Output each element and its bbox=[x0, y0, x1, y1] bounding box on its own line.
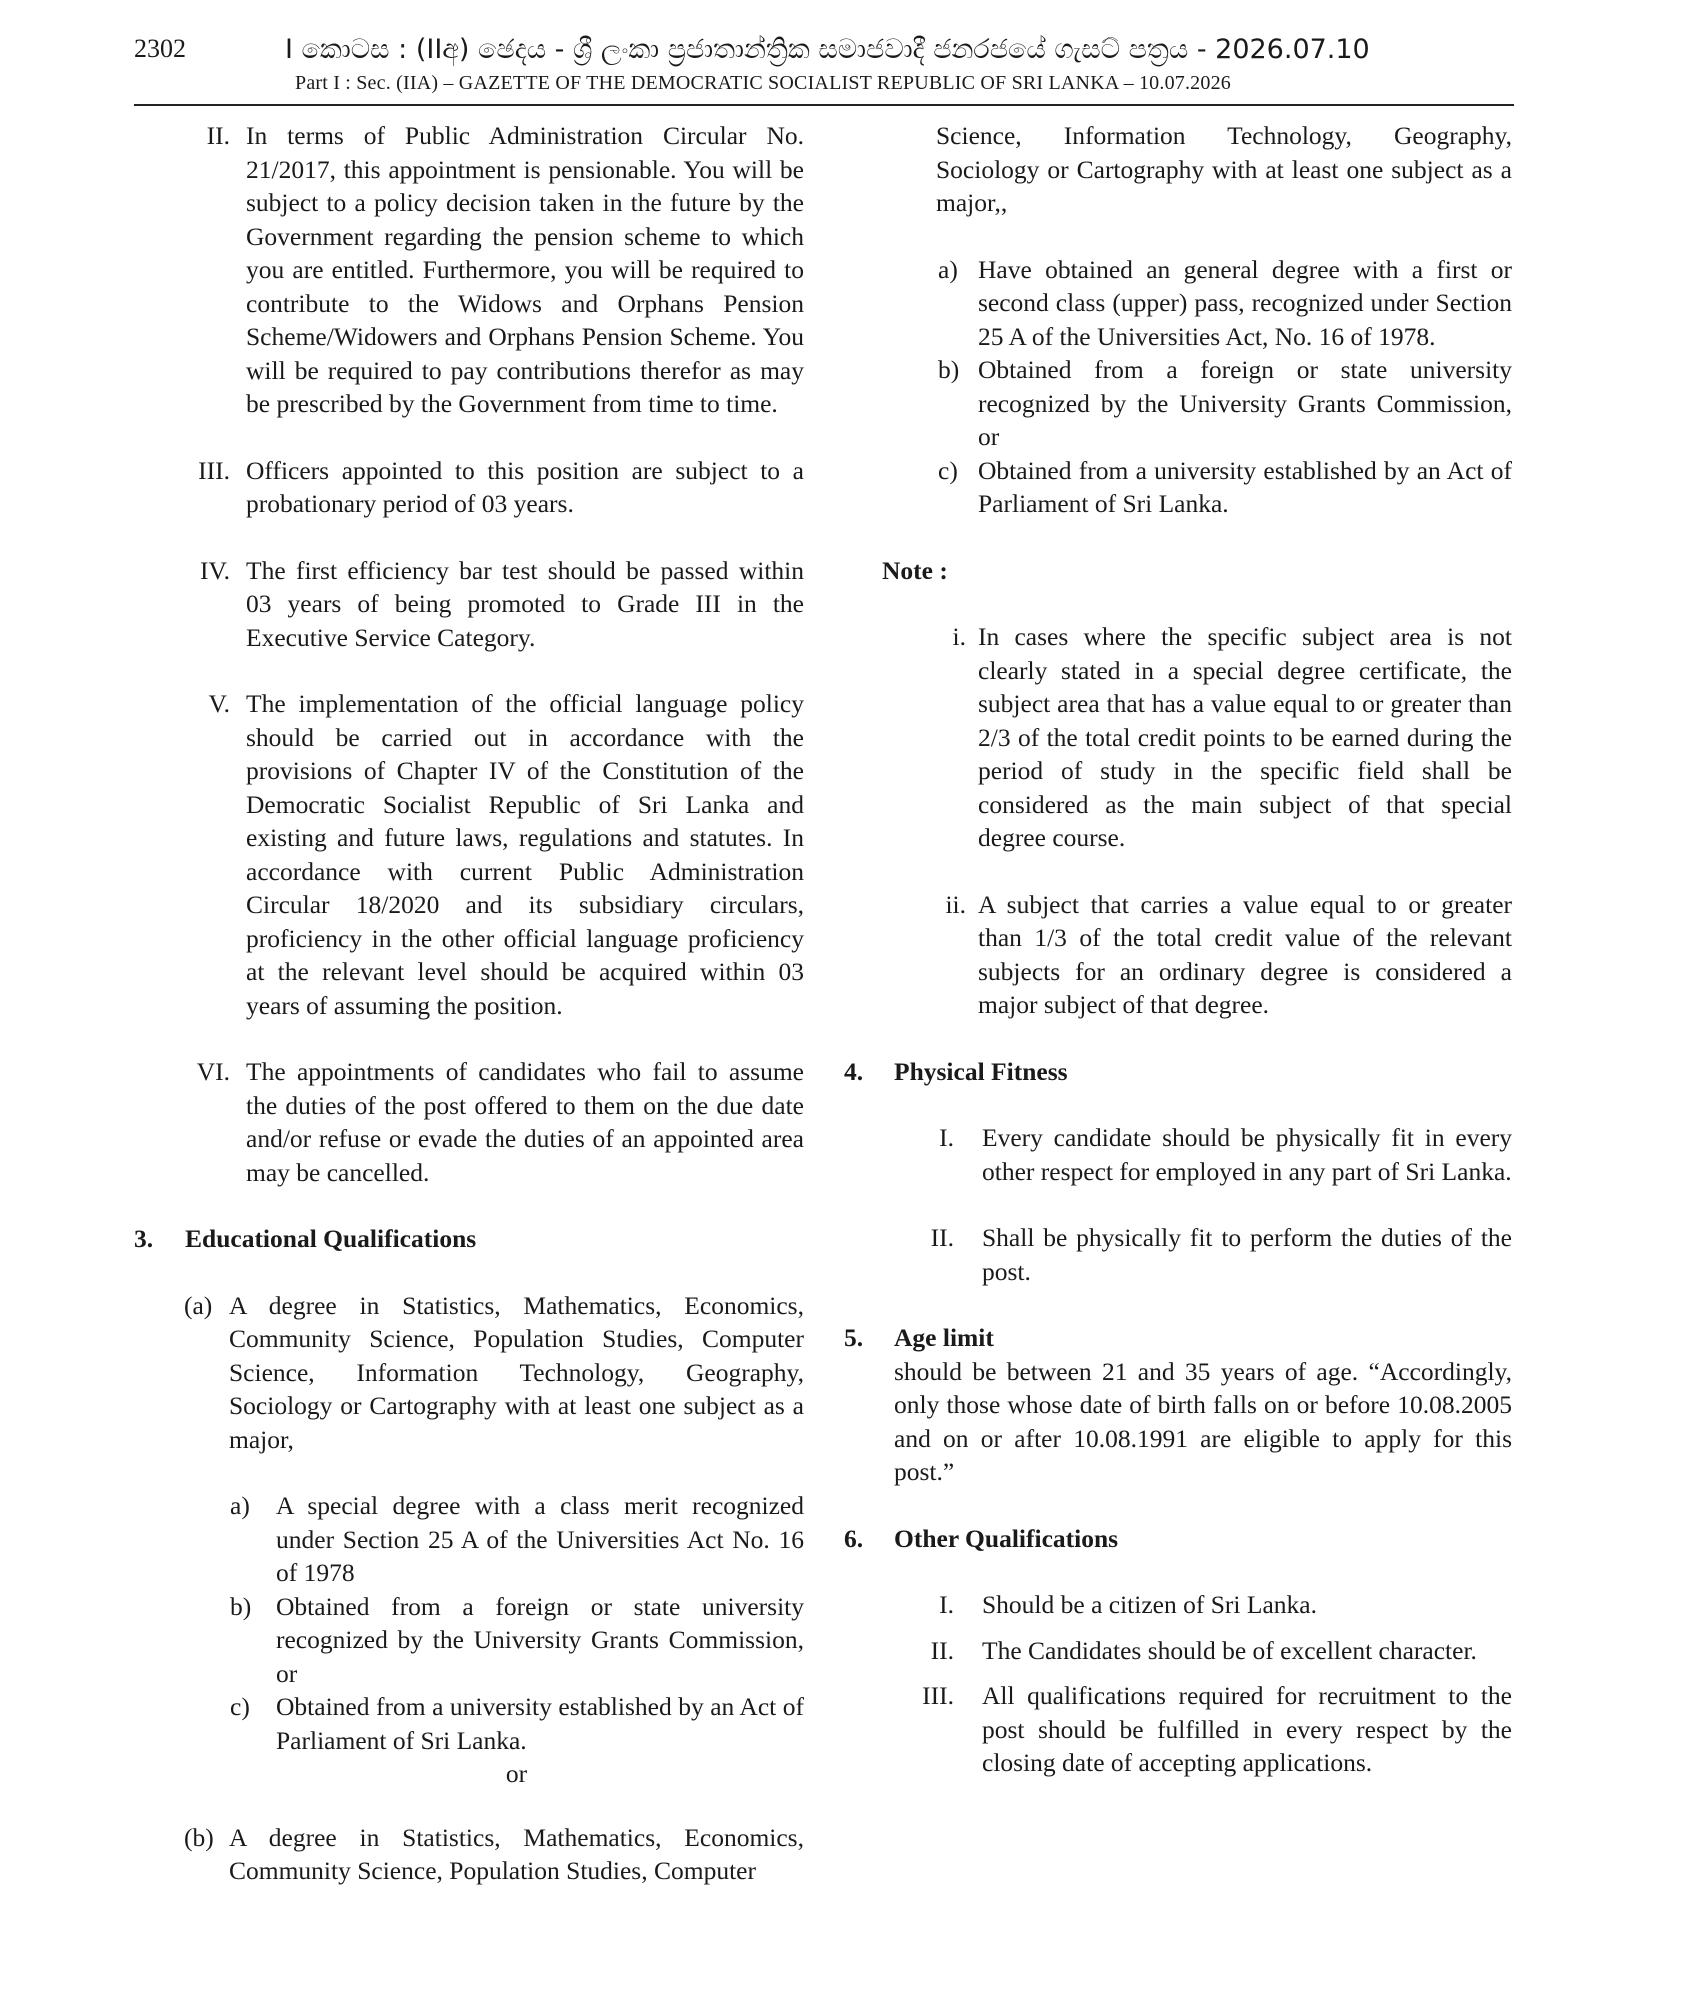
item-marker: I. bbox=[939, 1123, 954, 1152]
note-marker: ii. bbox=[945, 889, 966, 919]
subitem-text: Obtained from a university established by an Act of Parliament of Sri Lanka. bbox=[978, 455, 1512, 518]
qualification-item bbox=[882, 1634, 1512, 1668]
section-heading bbox=[844, 1522, 1512, 1556]
item-text: The Candidates should be of excellent character. bbox=[982, 1635, 1477, 1665]
section-number: 4. bbox=[844, 1056, 864, 1086]
header-title-english: Part I : Sec. (IIA) – GAZETTE OF THE DEMOCRATIC SOCIALIST REPUBLIC OF SRI LANKA – 10.07.2026 bbox=[295, 72, 1231, 94]
item-marker: II. bbox=[930, 1635, 954, 1665]
option-text: A degree in Statistics, Mathematics, Economics, Community Science, Population Studies, Computer bbox=[229, 1822, 804, 1885]
item-marker: III. bbox=[922, 1681, 954, 1710]
qualification-subitem bbox=[882, 253, 1512, 354]
qualification-subitem bbox=[134, 1690, 804, 1757]
note-marker: i. bbox=[952, 622, 966, 651]
condition-item bbox=[134, 1055, 804, 1189]
section-title: Physical Fitness bbox=[894, 1056, 1068, 1086]
subitem-marker: c) bbox=[938, 455, 958, 485]
option-text-continued: Science, Information Technology, Geography, Sociology or Cartography with at least one subject as a major,, bbox=[936, 121, 1512, 217]
subitem-text: Obtained from a foreign or state university recognized by the University Grants Commission, or bbox=[978, 355, 1512, 451]
condition-marker: IV. bbox=[200, 555, 230, 585]
header-title-sinhala: I කොටස : (IIඅ) ඡෙදය - ශ්‍රී ලංකා ප්‍රජාතාන්ත්‍රික සමාජවාදී ජනරජයේ ගැසට් පත්‍රය - 2026.07.10 bbox=[285, 34, 1370, 65]
qualification-subitem bbox=[882, 454, 1512, 521]
condition-text: The implementation of the official language policy should be carried out in accordance with the provisions of Chapter IV of the Constitution of the Democratic Socialist Republic of Sri Lanka and existing and future laws, regulations and statutes. In accordance with current Public Administration Circular 18/2020 and its subsidiary circulars, proficiency in the other official language proficiency at the relevant level should be acquired within 03 years of assuming the position. bbox=[246, 689, 804, 1020]
right-column bbox=[844, 119, 1512, 1780]
condition-marker: II. bbox=[206, 121, 230, 150]
left-column bbox=[134, 119, 804, 1888]
section-title: Age limit bbox=[894, 1323, 994, 1352]
fitness-item bbox=[882, 1221, 1512, 1288]
condition-text: Officers appointed to this position are subject to a probationary period of 03 years. bbox=[246, 455, 804, 518]
subitem-text: Obtained from a foreign or state university recognized by the University Grants Commission, or bbox=[276, 1591, 804, 1688]
section-title: Educational Qualifications bbox=[185, 1224, 477, 1253]
item-text: Every candidate should be physically fit in every other respect for employed in any part of Sri Lanka. bbox=[982, 1123, 1512, 1186]
note-item bbox=[882, 888, 1512, 1022]
condition-item bbox=[134, 119, 804, 421]
page-number: 2302 bbox=[134, 34, 186, 63]
qualification-subitem bbox=[134, 1489, 804, 1590]
item-marker: I. bbox=[939, 1590, 954, 1619]
qualification-subitem bbox=[134, 1590, 804, 1691]
subitem-text: Have obtained an general degree with a first or second class (upper) pass, recognized under Section 25 A of the Universities Act, No. 16 of 1978. bbox=[978, 254, 1512, 351]
qualification-option bbox=[134, 1821, 804, 1888]
condition-marker: VI. bbox=[196, 1057, 230, 1086]
item-text: Should be a citizen of Sri Lanka. bbox=[982, 1590, 1317, 1619]
subitem-marker: b) bbox=[230, 1591, 252, 1621]
qualification-option bbox=[134, 1289, 804, 1457]
section-number: 6. bbox=[844, 1523, 864, 1553]
subitem-marker: a) bbox=[230, 1491, 250, 1520]
item-text: All qualifications required for recruitment to the post should be fulfilled in every respect by the closing date of accepting applications. bbox=[982, 1681, 1512, 1777]
condition-item bbox=[134, 454, 804, 521]
section-heading bbox=[844, 1321, 1512, 1355]
subitem-marker: c) bbox=[230, 1692, 250, 1721]
item-marker: II. bbox=[930, 1223, 954, 1252]
section-heading bbox=[844, 1055, 1512, 1089]
or-separator: or bbox=[505, 1759, 528, 1788]
option-marker: (a) bbox=[184, 1290, 213, 1320]
note-text: A subject that carries a value equal to or greater than 1/3 of the total credit value of the relevant subjects for an ordinary degree is considered a major subject of that degree. bbox=[978, 889, 1512, 1019]
condition-text: The appointments of candidates who fail to assume the duties of the post offered to them on the due date and/or refuse or evade the duties of an appointed area may be cancelled. bbox=[246, 1057, 804, 1187]
section-number: 3. bbox=[134, 1224, 154, 1253]
condition-item bbox=[134, 687, 804, 1022]
section-heading bbox=[134, 1222, 804, 1256]
subitem-text: A special degree with a class merit recognized under Section 25 A of the Universities Act No. 16 of 1978 bbox=[276, 1491, 804, 1587]
condition-marker: V. bbox=[208, 689, 230, 718]
section-number: 5. bbox=[844, 1323, 864, 1352]
item-text: Shall be physically fit to perform the duties of the post. bbox=[982, 1223, 1512, 1286]
condition-text: In terms of Public Administration Circular No. 21/2017, this appointment is pensionable. You will be subject to a policy decision taken in the future by the Government regarding the pension scheme to which you are entitled. Furthermore, you will be required to contribute to the Widows and Orphans Pension Scheme/Widowers and Orphans Pension Scheme. You will be required to pay contributions therefor as may be prescribed by the Government from time to time. bbox=[246, 121, 804, 418]
qualification-item bbox=[882, 1588, 1512, 1622]
subitem-marker: a) bbox=[938, 254, 958, 284]
qualification-subitem bbox=[882, 353, 1512, 454]
age-limit-text: should be between 21 and 35 years of age. “Accordingly, only those whose date of birth falls on or before 10.08.2005 and on or after 10.08.1991 are eligible to apply for this post.” bbox=[894, 1356, 1512, 1486]
note-text: In cases where the specific subject area is not clearly stated in a special degree certificate, the subject area that has a value equal to or greater than 2/3 of the total credit points to be earned during the period of study in the specific field shall be considered as the main subject of that special degree course. bbox=[978, 622, 1512, 852]
option-marker: (b) bbox=[184, 1822, 214, 1852]
subitem-text: Obtained from a university established by an Act of Parliament of Sri Lanka. bbox=[276, 1692, 804, 1755]
note-heading: Note : bbox=[882, 555, 948, 585]
qualification-item bbox=[882, 1679, 1512, 1780]
note-item bbox=[882, 620, 1512, 855]
subitem-marker: b) bbox=[938, 355, 960, 384]
fitness-item bbox=[882, 1121, 1512, 1188]
condition-text: The first efficiency bar test should be passed within 03 years of being promoted to Grade III in the Executive Service Category. bbox=[246, 555, 804, 652]
condition-marker: III. bbox=[198, 455, 230, 485]
option-text: A degree in Statistics, Mathematics, Economics, Community Science, Population Studies, Computer Science, Information Technology, Geography, Sociology or Cartography with at least one subject as a major, bbox=[229, 1290, 804, 1454]
header-divider bbox=[134, 104, 1514, 106]
section-title: Other Qualifications bbox=[894, 1523, 1119, 1553]
condition-item bbox=[134, 554, 804, 655]
